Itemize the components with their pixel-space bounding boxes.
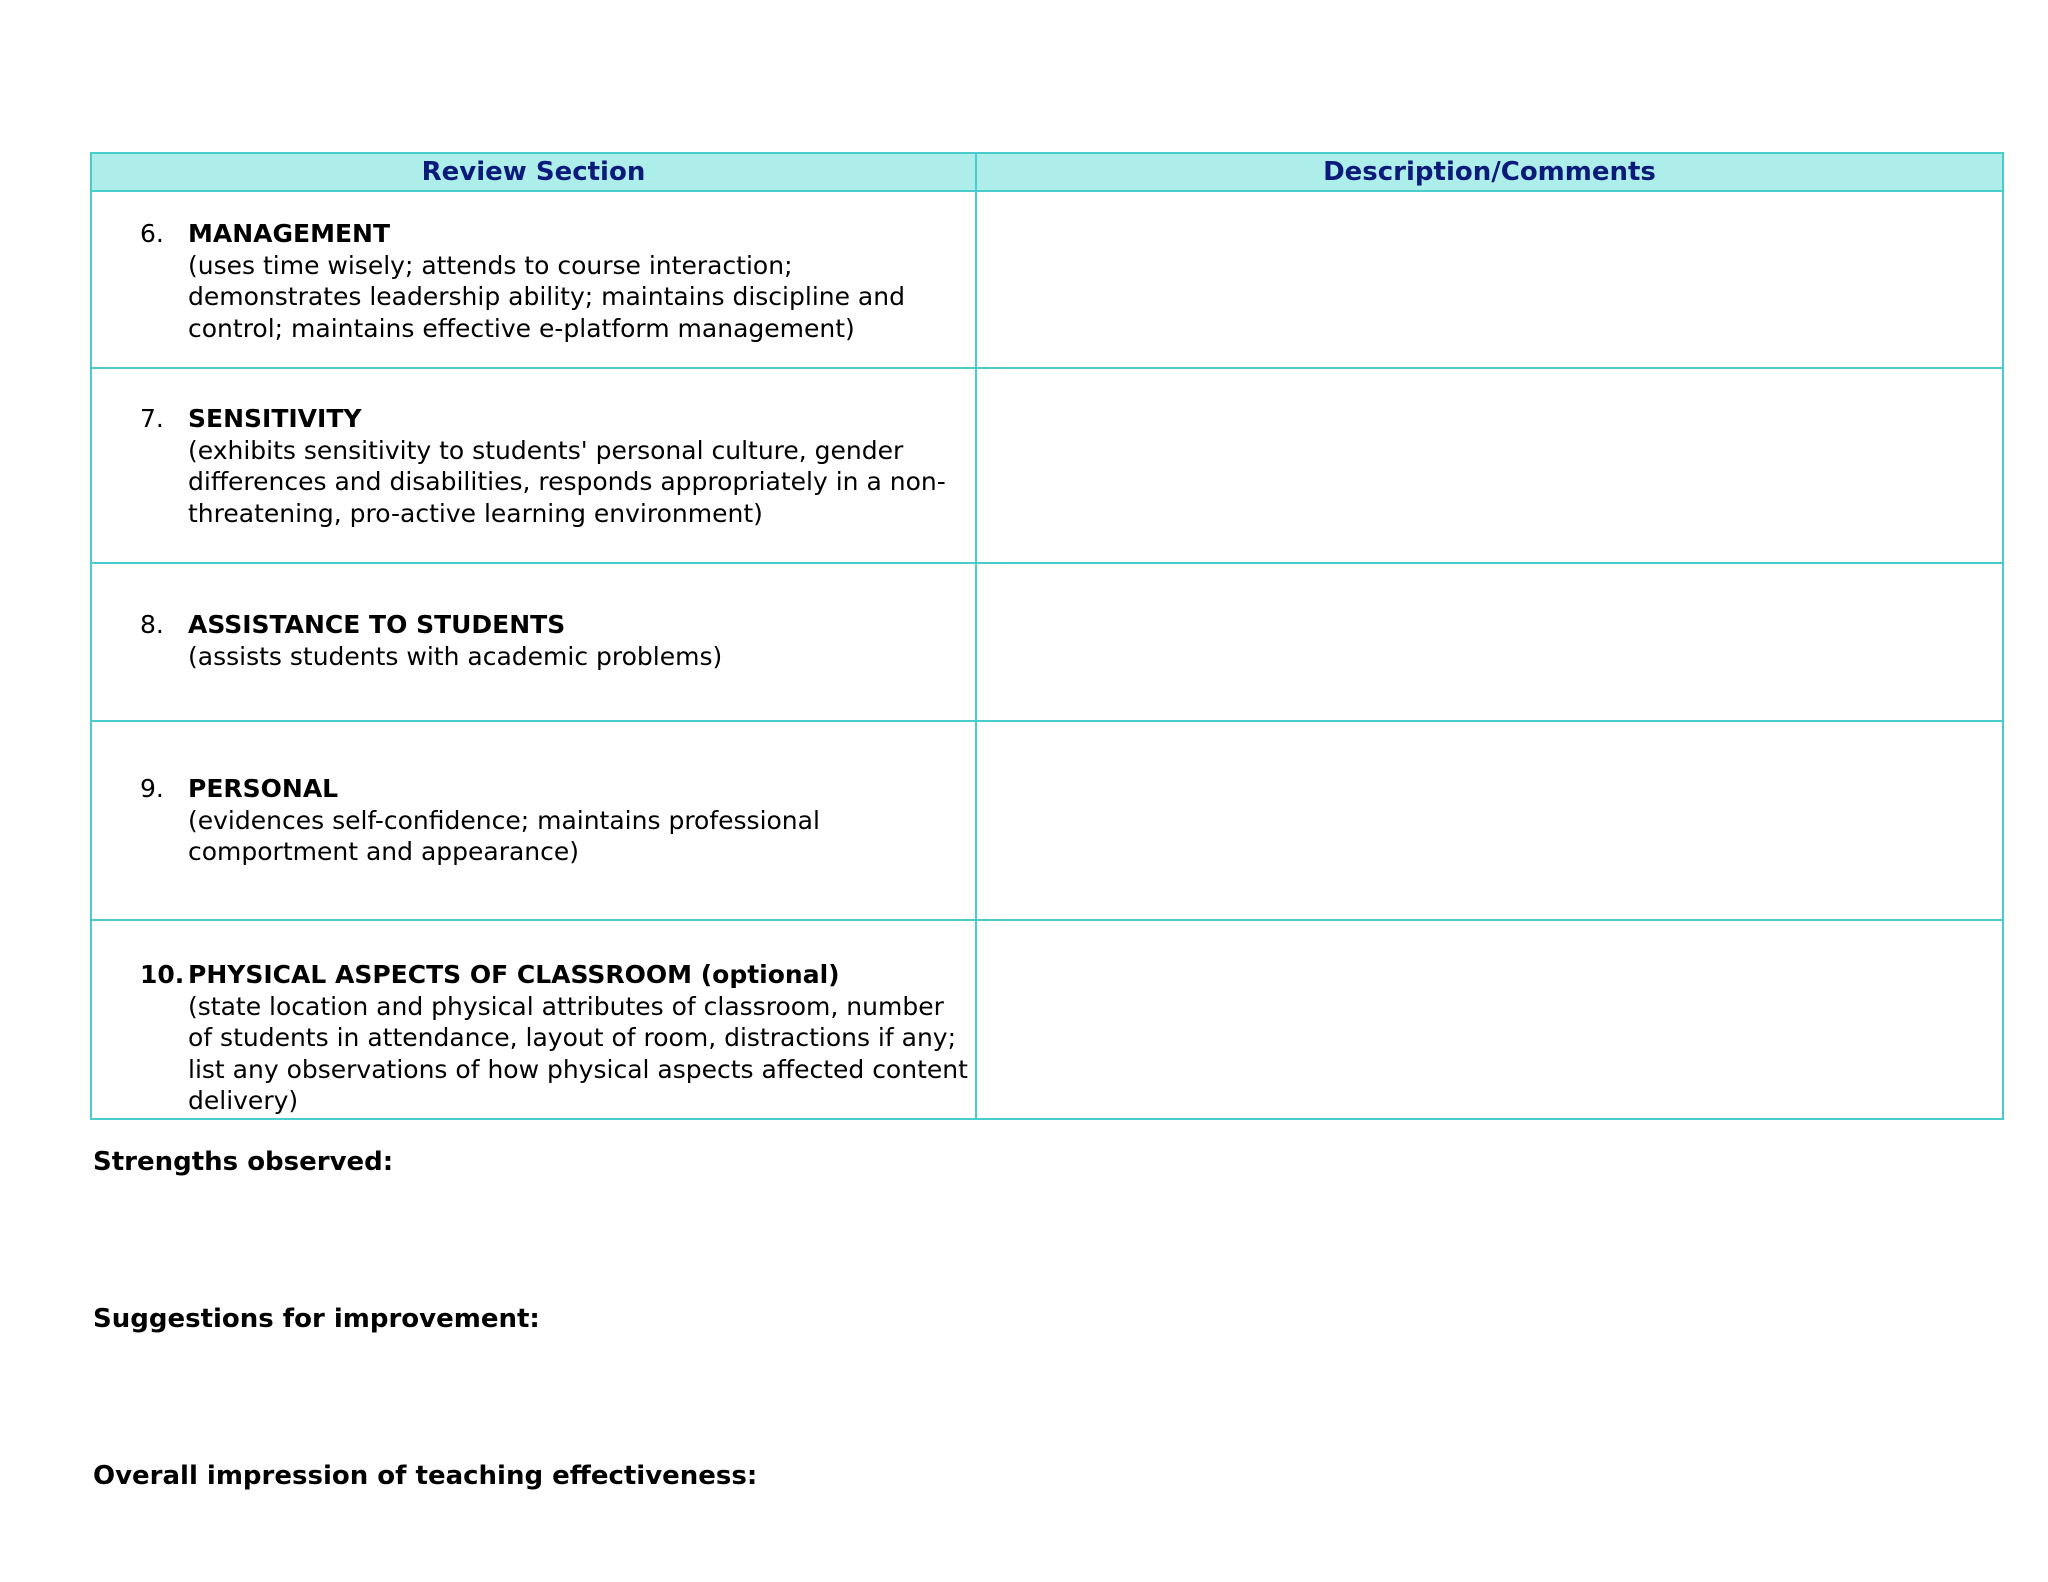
review-item-cell — [91, 368, 976, 563]
review-item-management — [92, 218, 975, 344]
item-title: PERSONAL — [188, 774, 339, 803]
item-description: (evidences self-confidence; maintains professional comportment and appearance) — [188, 805, 820, 866]
comments-cell[interactable] — [976, 563, 2003, 721]
comments-cell[interactable] — [976, 721, 2003, 920]
item-description: (exhibits sensitivity to students' personal culture, gender differences and disabilities, responds appropriately in a non-threatening, pro-active learning environment) — [188, 435, 946, 528]
table-header-row — [91, 153, 2003, 191]
table-row — [91, 721, 2003, 920]
review-item-sensitivity — [92, 403, 975, 529]
overall-impression-label: Overall impression of teaching effectiveness: — [93, 1461, 758, 1491]
comments-cell[interactable] — [976, 920, 2003, 1119]
item-title: ASSISTANCE TO STUDENTS — [188, 610, 566, 639]
comments-cell[interactable] — [976, 368, 2003, 563]
review-item-cell — [91, 191, 976, 368]
review-item-cell — [91, 721, 976, 920]
review-item-cell — [91, 563, 976, 721]
table-row — [91, 563, 2003, 721]
review-table — [90, 152, 2004, 1120]
comments-cell[interactable] — [976, 191, 2003, 368]
review-item-physical-aspects — [92, 959, 975, 1117]
item-description: (assists students with academic problems) — [188, 641, 723, 671]
item-number: 9. — [140, 774, 164, 803]
table-row — [91, 191, 2003, 368]
description-comments-header: Description/Comments — [976, 153, 2003, 191]
item-number: 6. — [140, 219, 164, 248]
review-item-assistance — [92, 609, 975, 672]
table-row — [91, 368, 2003, 563]
item-number: 7. — [140, 404, 164, 433]
item-title: PHYSICAL ASPECTS OF CLASSROOM (optional) — [188, 960, 840, 989]
item-title: MANAGEMENT — [188, 219, 391, 248]
suggestions-for-improvement-label: Suggestions for improvement: — [93, 1304, 540, 1334]
review-section-header: Review Section — [91, 153, 976, 191]
item-description: (state location and physical attributes of classroom, number of students in attendance, layout of room, distractions if any; list any observations of how physical aspects affected content delivery) — [188, 991, 968, 1115]
review-item-cell — [91, 920, 976, 1119]
item-title: SENSITIVITY — [188, 404, 362, 433]
table-row — [91, 920, 2003, 1119]
review-item-personal — [92, 773, 975, 868]
strengths-observed-label: Strengths observed: — [93, 1147, 394, 1177]
item-number: 8. — [140, 610, 164, 639]
item-number: 10. — [140, 960, 185, 989]
item-description: (uses time wisely; attends to course interaction; demonstrates leadership ability; maintains discipline and control; maintains effective e-platform management) — [188, 250, 905, 343]
